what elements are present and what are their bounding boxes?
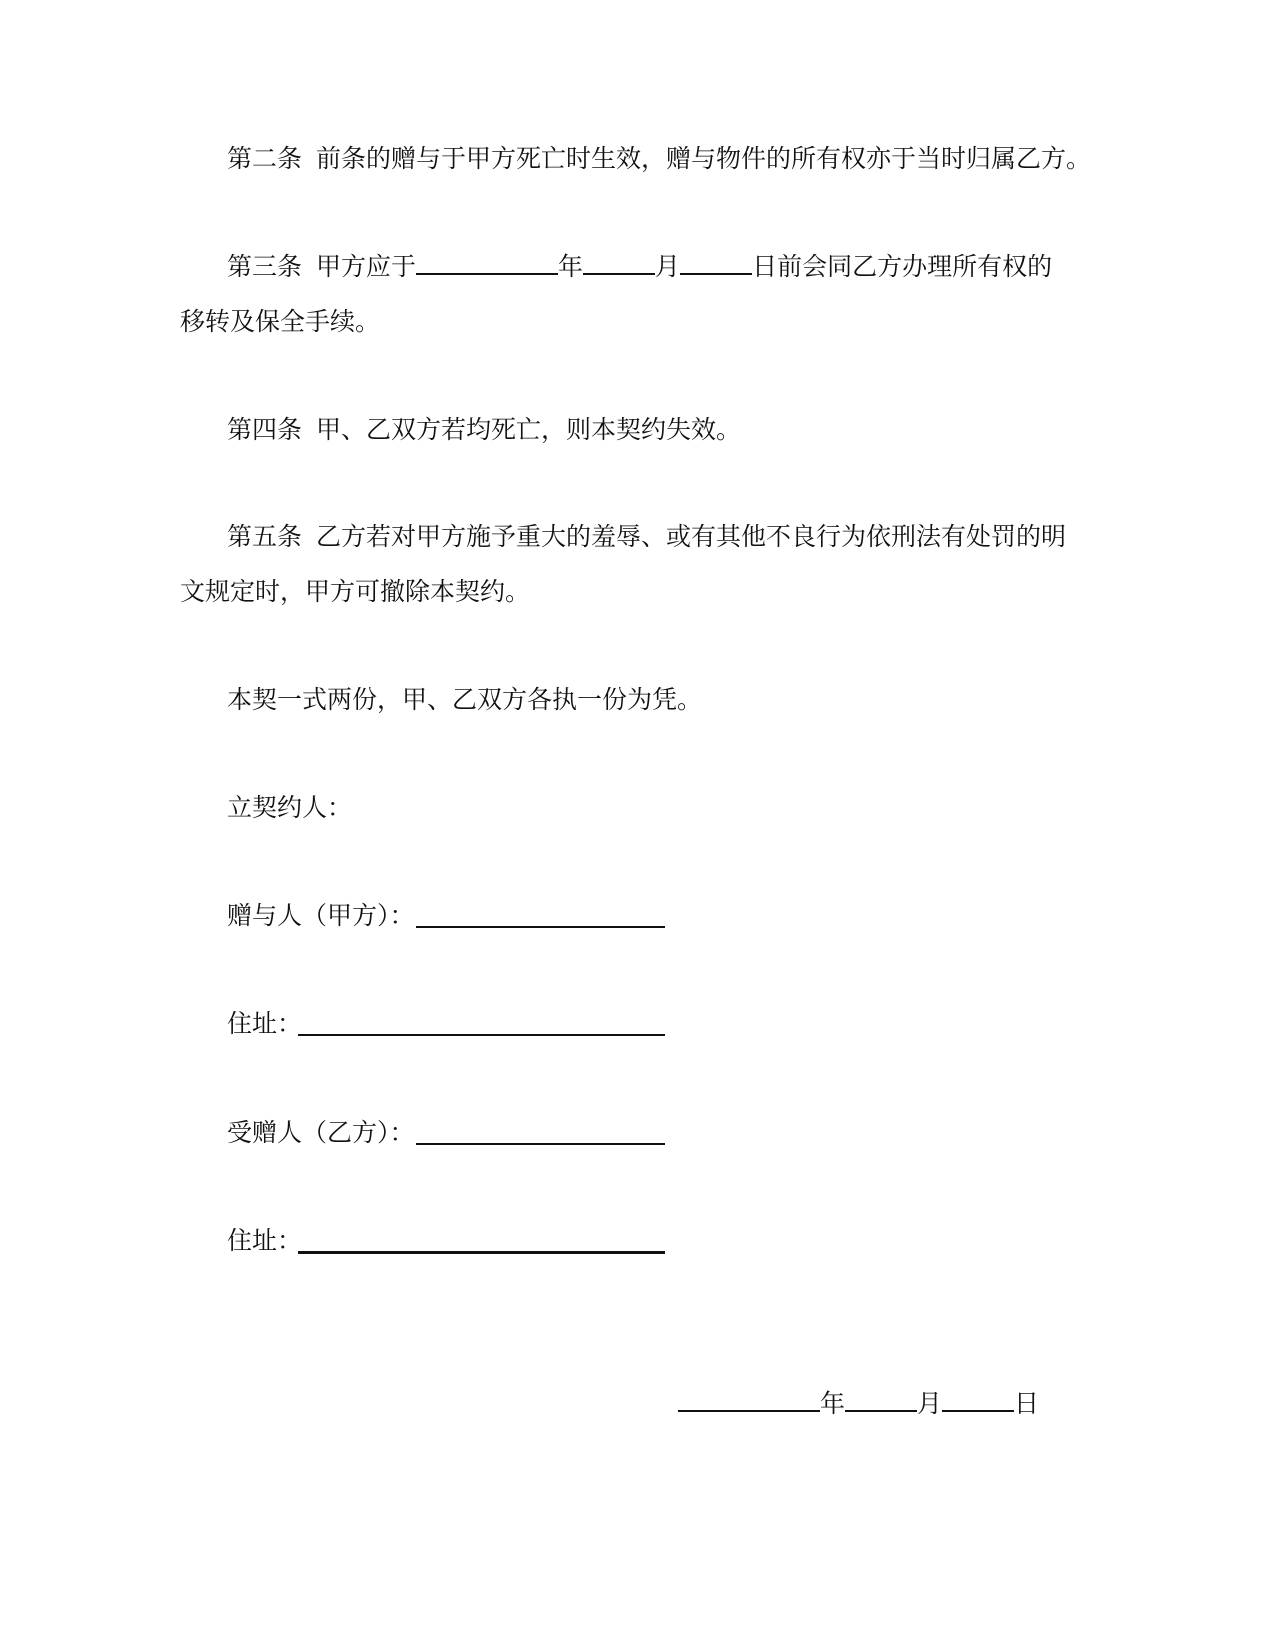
date-day-blank[interactable] (942, 1388, 1014, 1412)
clause-3-month-blank[interactable] (583, 251, 655, 275)
clause-5-number: 第五条 (227, 522, 303, 551)
clause-2 (227, 142, 1091, 176)
signatories-heading: 立契约人： (227, 793, 353, 822)
date-day-label: 日 (1014, 1389, 1040, 1418)
donee-address-label: 住址： (227, 1226, 303, 1255)
clause-4-number: 第四条 (227, 415, 303, 444)
clause-5-text-b: 文规定时，甲方可撤除本契约。 (180, 577, 531, 606)
donor-address-line[interactable] (298, 1034, 665, 1036)
donor-signature-line[interactable] (416, 926, 665, 928)
clause-3-day-suffix: 日前会同乙方办理所有权的 (752, 252, 1053, 281)
clause-3-year-blank[interactable] (416, 251, 558, 275)
donee-label: 受赠人（乙方）： (227, 1118, 415, 1147)
clause-4 (227, 413, 741, 447)
clause-3-text-b: 移转及保全手续。 (180, 307, 381, 336)
date-month-label: 月 (917, 1389, 943, 1418)
clause-4-text: 甲、乙双方若均死亡，则本契约失效。 (316, 415, 742, 444)
donor-address-label: 住址： (227, 1009, 303, 1038)
clause-5-line-2 (180, 575, 530, 609)
clause-3-line-1 (227, 250, 1052, 284)
donor-label: 赠与人（甲方）： (227, 901, 415, 930)
copies-note: 本契一式两份，甲、乙双方各执一份为凭。 (227, 685, 703, 714)
date-year-label: 年 (820, 1389, 846, 1418)
clause-5-line-1 (227, 520, 1066, 554)
clause-3-month-label: 月 (655, 252, 681, 281)
date-line (678, 1387, 1039, 1421)
clause-3-year-label: 年 (558, 252, 584, 281)
clause-5-text-a: 乙方若对甲方施予重大的羞辱、或有其他不良行为依刑法有处罚的明 (316, 522, 1067, 551)
clause-3-day-blank[interactable] (680, 251, 752, 275)
donee-signature-line[interactable] (416, 1143, 665, 1145)
donee-address-line[interactable] (298, 1251, 665, 1254)
clause-2-number: 第二条 (227, 144, 303, 173)
clause-2-text: 前条的赠与于甲方死亡时生效，赠与物件的所有权亦于当时归属乙方。 (316, 144, 1092, 173)
clause-3-number: 第三条 (227, 252, 303, 281)
date-year-blank[interactable] (678, 1388, 820, 1412)
clause-3-text-a: 甲方应于 (316, 252, 417, 281)
clause-3-line-2 (180, 305, 380, 339)
date-month-blank[interactable] (845, 1388, 917, 1412)
